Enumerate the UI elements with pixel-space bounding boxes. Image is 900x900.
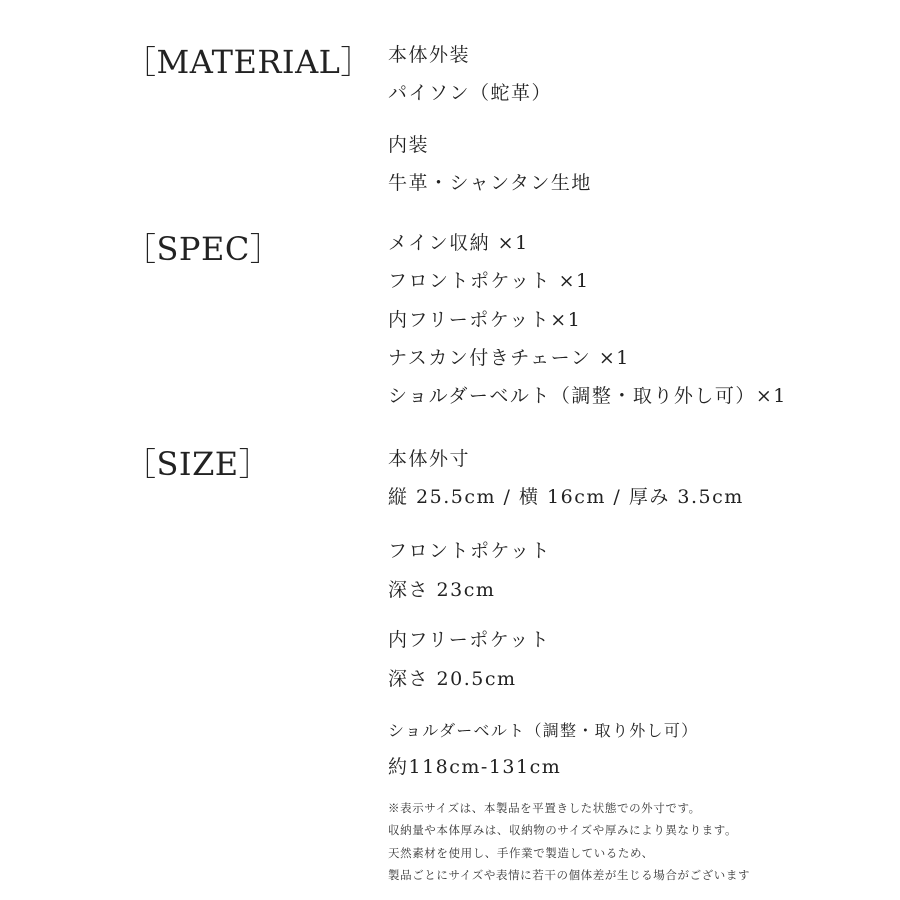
spec-heading: ［SPEC］	[124, 230, 283, 268]
size-heading: ［SIZE］	[124, 445, 272, 483]
material-outer-label: 本体外装	[388, 44, 471, 66]
material-heading: ［MATERIAL］	[124, 43, 373, 81]
note-line: 天然素材を使用し、手作業で製造しているため、	[388, 846, 654, 860]
spec-item: フロントポケット ×1	[388, 270, 590, 292]
spec-item: 内フリーポケット×1	[388, 309, 582, 331]
note-line: 収納量や本体厚みは、収納物のサイズや厚みにより異なります。	[388, 823, 738, 837]
spec-item: ショルダーベルト（調整・取り外し可）×1	[388, 385, 787, 407]
size-strap-label: ショルダーベルト（調整・取り外し可）	[388, 721, 699, 740]
note-line: 製品ごとにサイズや表情に若干の個体差が生じる場合がございます	[388, 868, 751, 882]
note-line: ※表示サイズは、本製品を平置きした状態での外寸です。	[388, 801, 701, 815]
spec-item: ナスカン付きチェーン ×1	[388, 347, 630, 369]
size-inner-value: 深さ 20.5cm	[388, 668, 517, 690]
size-body-value: 縦 25.5cm / 横 16cm / 厚み 3.5cm	[388, 486, 744, 508]
size-front-value: 深さ 23cm	[388, 579, 496, 601]
material-inner-value: 牛革・シャンタン生地	[388, 172, 592, 194]
material-inner-label: 内装	[388, 134, 430, 156]
size-body-label: 本体外寸	[388, 448, 471, 470]
size-inner-label: 内フリーポケット	[388, 629, 551, 651]
material-outer-value: パイソン（蛇革）	[388, 82, 553, 104]
size-strap-value: 約118cm-131cm	[388, 756, 562, 778]
spec-item: メイン収納 ×1	[388, 232, 529, 254]
size-front-label: フロントポケット	[388, 540, 552, 562]
